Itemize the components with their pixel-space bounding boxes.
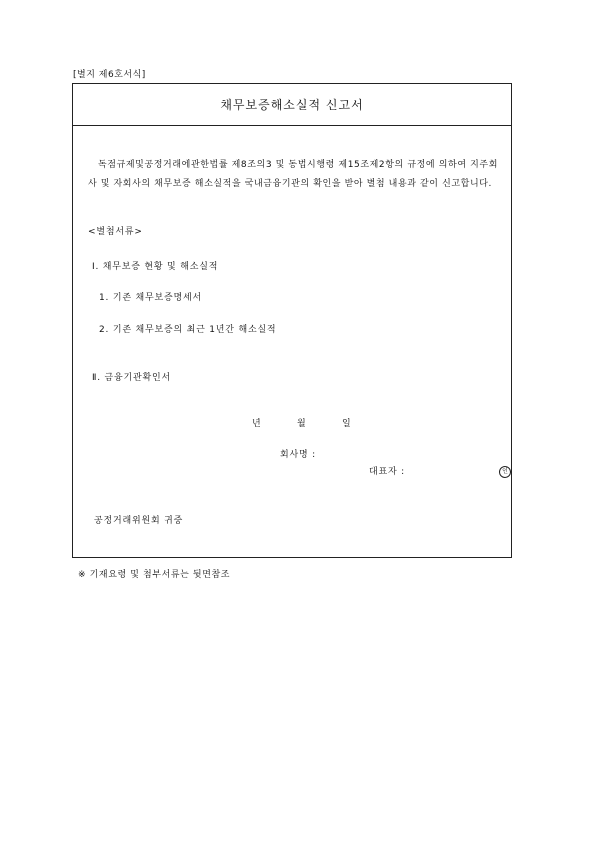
company-name-label: 회사명 :	[280, 450, 316, 460]
seal-mark: 인	[499, 466, 511, 478]
section-1-heading: Ⅰ. 채무보증 현황 및 해소실적	[92, 262, 219, 272]
date-year-label: 년	[252, 419, 261, 429]
attachment-item-1: 1. 기존 채무보증명세서	[99, 293, 202, 303]
report-form	[72, 83, 512, 558]
addressee: 공정거래위원회 귀중	[94, 516, 184, 526]
section-2-heading: Ⅱ. 금융기관확인서	[92, 373, 172, 383]
representative-label: 대표자 :	[369, 467, 405, 477]
date-month-label: 월	[297, 419, 306, 429]
attachment-item-2: 2. 기존 채무보증의 최근 1년간 해소실적	[99, 325, 277, 335]
attachments-heading: <별첨서류>	[88, 227, 143, 237]
form-number-label: [별지 제6호서식]	[73, 70, 146, 80]
date-day-label: 일	[342, 419, 351, 429]
footnote: ※ 기재요령 및 첨부서류는 뒷면참조	[78, 570, 231, 580]
declaration-paragraph: 독점규제및공정거래에관한법률 제8조의3 및 동법시행령 제15조제2항의 규정에 의하여 지주회사 및 자회사의 채무보증 해소실적을 국내금융기관의 확인을 받아 별첨 내용과 같이 신고합니다.	[88, 160, 498, 189]
form-title: 채무보증해소실적 신고서	[73, 84, 511, 126]
